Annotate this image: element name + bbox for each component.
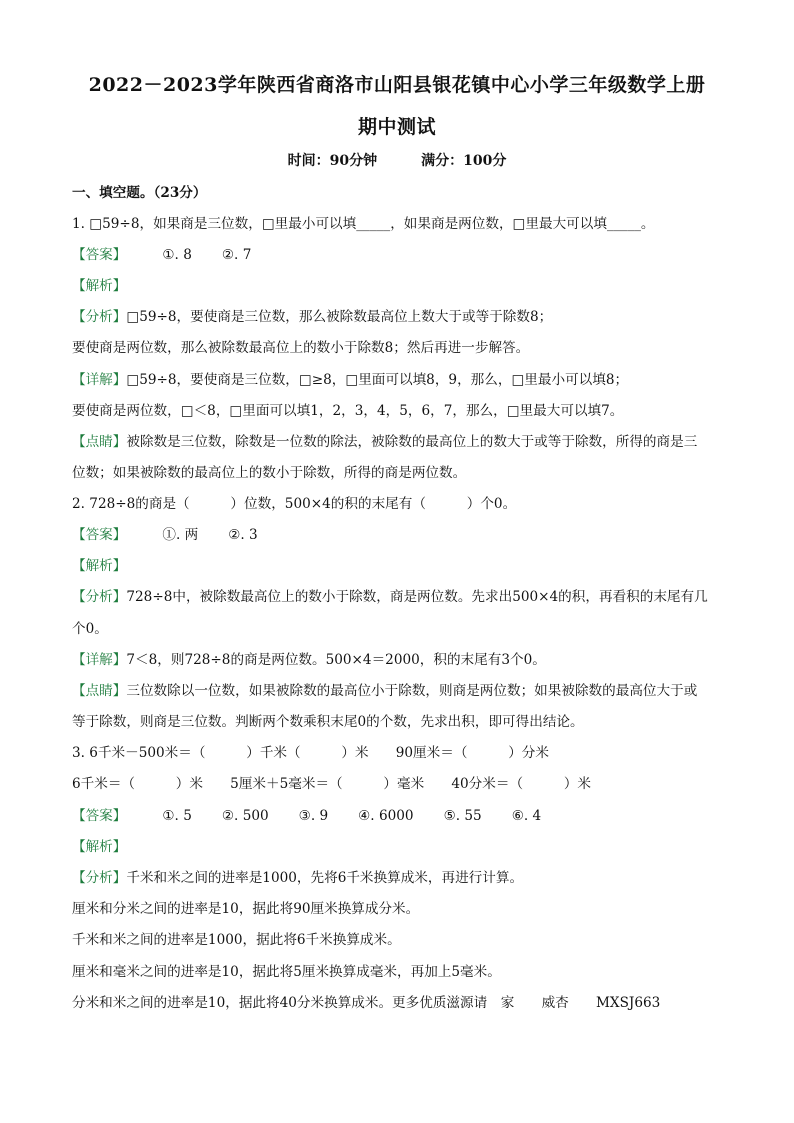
q1-dianjing: 【点睛】被除数是三位数，除数是一位数的除法，被除数的最高位上的数大于或等于除数，所得的商是三 — [72, 434, 698, 450]
exam-time: 时间：90分钟 — [287, 153, 378, 169]
q2-dianjing-cont: 等于除数，则商是三位数。判断两个数乘积末尾0的个数，先求出积，即可得出结论。 — [72, 714, 584, 730]
q1-xiangjie-cont: 要使商是两位数，□＜8，□里面可以填1，2，3，4，5，6，7，那么，□里最大可以填7。 — [72, 403, 624, 419]
answer-item: ⑤. 55 — [443, 808, 482, 824]
q3-fenxi-line5: 分米和米之间的进率是10，据此将40分米换算成米。更多优质滋源请 家 威杏 MXSJ663 — [72, 995, 661, 1011]
q2-fenxi: 【分析】728÷8中，被除数最高位上的数小于除数，商是两位数。先求出500×4的积，再看积的末尾有几 — [72, 589, 708, 605]
answer-item: ②. 3 — [228, 527, 258, 543]
answer-item: ②. 500 — [221, 808, 269, 824]
q2-fenxi-cont: 个0。 — [72, 621, 108, 637]
xiangjie-tag: 【详解】 — [72, 372, 127, 388]
q2-answer-row — [72, 523, 732, 543]
answer-tag: 【答案】 — [72, 247, 127, 263]
answer-item: ④. 6000 — [358, 808, 414, 824]
q1-dianjing-cont: 位数；如果被除数的最高位上的数小于除数，所得的商是两位数。 — [72, 465, 467, 481]
answer-item: ①. 两 — [162, 527, 199, 543]
q3-question-cont: 6千米＝（ ）米 5厘米＋5毫米＝（ ）毫米 40分米＝（ ）米 — [72, 776, 592, 792]
q3-fenxi-line4: 厘米和毫米之间的进率是10，据此将5厘米换算成毫米，再加上5毫米。 — [72, 964, 501, 980]
answer-tag: 【答案】 — [72, 527, 127, 543]
jiexi-tag: 【解析】 — [72, 278, 127, 294]
q2-xiangjie: 【详解】7＜8，则728÷8的商是两位数。500×4＝2000，积的末尾有3个0。 — [72, 652, 546, 668]
document-title: 2022－2023学年陕西省商洛市山阳县银花镇中心小学三年级数学上册 — [88, 74, 706, 96]
document-subtitle: 期中测试 — [357, 116, 436, 138]
q1-xiangjie: 【详解】□59÷8，要使商是三位数，□≥8，□里面可以填8，9，那么，□里最小可以填8； — [72, 372, 629, 388]
q2-question: 2. 728÷8的商是（ ）位数，500×4的积的末尾有（ ）个0。 — [72, 496, 517, 512]
answer-item: ②. 7 — [221, 247, 252, 263]
answer-item: ①. 8 — [162, 247, 192, 263]
answer-tag: 【答案】 — [72, 808, 127, 824]
answer-item: ①. 5 — [162, 808, 192, 824]
xiangjie-tag: 【详解】 — [72, 652, 127, 668]
q1-fenxi-cont: 要使商是两位数，那么被除数最高位上的数小于除数8；然后再进一步解答。 — [72, 340, 530, 356]
exam-score: 满分：100分 — [421, 153, 507, 169]
q1-fenxi: 【分析】□59÷8，要使商是三位数，那么被除数最高位上数大于或等于除数8； — [72, 309, 553, 325]
q2-dianjing: 【点睛】三位数除以一位数，如果被除数的最高位小于除数，则商是两位数；如果被除数的最高位大于或 — [72, 683, 698, 699]
jiexi-tag: 【解析】 — [72, 558, 127, 574]
q3-fenxi-line3: 千米和米之间的进率是1000，据此将6千米换算成米。 — [72, 932, 401, 948]
q1-question: 1. □59÷8，如果商是三位数，□里最小可以填_____，如果商是两位数，□里最大可以填_____。 — [72, 216, 655, 232]
q3-fenxi: 【分析】千米和米之间的进率是1000，先将6千米换算成米，再进行计算。 — [72, 870, 524, 886]
section-heading: 一、填空题。（23分） — [72, 185, 207, 201]
jiexi-tag: 【解析】 — [72, 839, 127, 855]
q1-answer-row — [72, 243, 732, 263]
fenxi-tag: 【分析】 — [72, 870, 127, 886]
fenxi-tag: 【分析】 — [72, 309, 127, 325]
answer-item: ③. 9 — [298, 808, 329, 824]
dianjing-tag: 【点睛】 — [72, 434, 127, 450]
answer-item: ⑥. 4 — [511, 808, 542, 824]
exam-meta — [0, 150, 794, 170]
fenxi-tag: 【分析】 — [72, 589, 127, 605]
q3-fenxi-line2: 厘米和分米之间的进率是10，据此将90厘米换算成分米。 — [72, 901, 420, 917]
q3-question: 3. 6千米－500米＝（ ）千米（ ）米 90厘米＝（ ）分米 — [72, 745, 549, 761]
q3-answer-row — [72, 804, 732, 824]
dianjing-tag: 【点睛】 — [72, 683, 127, 699]
